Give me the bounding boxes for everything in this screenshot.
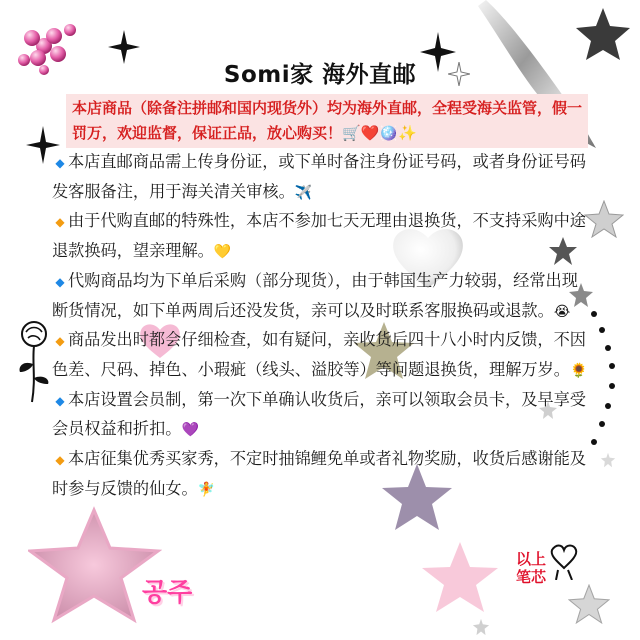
silver-star-icon [568, 584, 610, 624]
rose-drawing-sticker [12, 318, 56, 404]
small-silver-star-icon [472, 618, 490, 636]
orange-diamond-bullet-icon: ◆ [55, 215, 65, 230]
blue-diamond-bullet-icon: ◆ [55, 393, 65, 408]
notice-text: 本店商品（除备注拼邮和国内现货外）均为海外直邮，全程受海关监管，假一罚万，欢迎监督，保证正品，放心购买！ [72, 99, 583, 142]
orange-diamond-bullet-icon: ◆ [55, 453, 65, 468]
notice-banner [66, 94, 588, 148]
page-title: Somi家 海外直邮 [223, 62, 417, 88]
policy-item-text: 本店征集优秀买家秀，不定时抽锦鲤免单或者礼物奖励，收货后感谢能及时参与反馈的仙女。 [52, 449, 586, 498]
policy-item-text: 本店设置会员制，第一次下单确认收货后，亲可以领取会员卡，及早享受会员权益和折扣。 [52, 389, 586, 439]
policy-item-text: 本店直邮商品需上传身份证，或下单时备注身份证号码，或者身份证号码发客服备注，用于海关清关审核。 [52, 152, 586, 201]
korean-princess-sticker: 공주 [142, 578, 193, 608]
policy-list [52, 148, 592, 504]
policy-item-no-return [52, 207, 592, 266]
policy-item-stock [52, 267, 592, 326]
pink-star-sticker [420, 540, 500, 614]
yellow-heart-emoji-icon: 💛 [213, 244, 232, 261]
signature-bottom-text: 笔芯 [516, 568, 547, 586]
policy-item-buyer-show [52, 445, 592, 504]
purple-heart-emoji-icon: 💜 [181, 422, 199, 439]
hand-heart-icon [546, 540, 580, 580]
policy-item-id-card [52, 148, 592, 207]
policy-item-text: 代购商品均为下单后采购（部分现货），由于韩国生产力较弱，经常出现断货情况，如下单两周后还没发货，亲可以及时联系客服换码或退款。 [52, 270, 578, 320]
policy-item-inspection [52, 326, 592, 385]
crying-face-emoji-icon: 😭 [553, 303, 571, 320]
blue-diamond-bullet-icon: ◆ [55, 274, 65, 289]
signature-top-text: 以上 [516, 550, 547, 568]
policy-item-text: 商品发出时都会仔细检查，如有疑问，亲收货后四十八小时内反馈，不因色差、尺码、掉色、小瑕疵（线头、溢胶等）等问题退换货，理解万岁。 [52, 330, 586, 379]
sunflower-emoji-icon: 🌻 [570, 362, 588, 379]
notice-emoji: 🛒❤️🪩✨ [342, 124, 417, 142]
airplane-emoji-icon: ✈️ [294, 184, 313, 201]
policy-item-text: 由于代购直邮的特殊性，本店不参加七天无理由退换货，不支持采购中途退款换码，望亲理解。 [52, 211, 586, 261]
blue-diamond-bullet-icon: ◆ [55, 156, 65, 170]
dark-star-icon [574, 6, 632, 62]
policy-item-membership [52, 386, 592, 445]
orange-diamond-bullet-icon: ◆ [55, 334, 65, 349]
small-silver-star-icon [600, 452, 616, 468]
fairy-emoji-icon: 🧚 [197, 481, 216, 498]
